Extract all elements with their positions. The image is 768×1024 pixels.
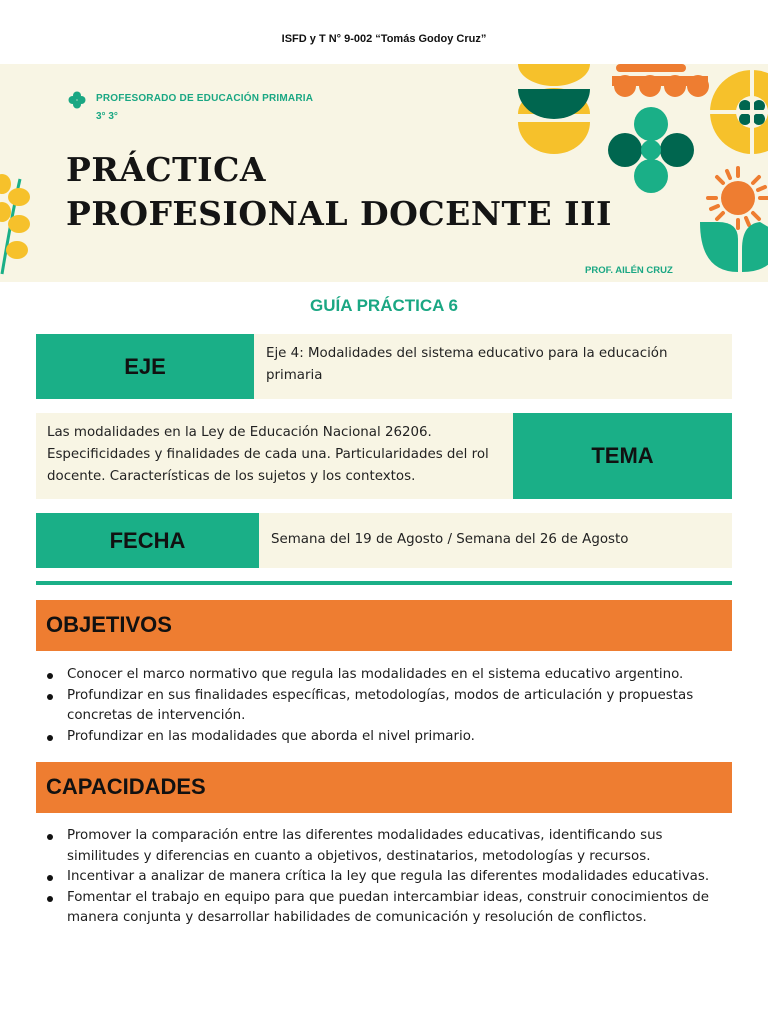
half-circles-decoration bbox=[518, 64, 590, 154]
right-flower-decoration bbox=[710, 70, 768, 154]
flower-decoration bbox=[0, 64, 768, 282]
clover-decoration bbox=[608, 107, 694, 193]
eje-row bbox=[36, 334, 732, 399]
eje-label: EJE bbox=[36, 334, 254, 399]
guide-title: GUÍA PRÁCTICA 6 bbox=[310, 296, 458, 315]
title-line-2: PROFESIONAL DOCENTE III bbox=[66, 194, 612, 233]
capacidades-heading: CAPACIDADES bbox=[46, 774, 206, 799]
list-item: Fomentar el trabajo en equipo para que puedan intercambiar ideas, construir conocimientos de manera conjunta y desarrollar habilidades de comunicación y resolución de conflictos. bbox=[46, 888, 726, 929]
fecha-text: Semana del 19 de Agosto / Semana del 26 de Agosto bbox=[271, 532, 629, 547]
tema-row bbox=[36, 413, 732, 499]
left-stem-decoration bbox=[0, 174, 30, 274]
sun-decoration bbox=[708, 168, 768, 228]
tema-text: Las modalidades en la Ley de Educación Nacional 26206. Especificidades y finalidades de cada una. Particularidades del rol docente. Características de los sujetos y los contextos. bbox=[47, 425, 489, 484]
fecha-row bbox=[36, 513, 732, 568]
eje-text: Eje 4: Modalidades del sistema educativo para la educación primaria bbox=[266, 346, 668, 383]
course-year: 3° 3° bbox=[96, 111, 118, 122]
objetivos-header bbox=[36, 600, 732, 651]
capacidades-header bbox=[36, 762, 732, 813]
list-item: Profundizar en sus finalidades específicas, metodologías, modos de articulación y propuestas concretas de intervención. bbox=[46, 686, 726, 727]
section-divider bbox=[36, 581, 732, 585]
title-banner bbox=[0, 64, 768, 282]
objetivos-list bbox=[46, 665, 726, 747]
institution-header: ISFD y T N° 9-002 “Tomás Godoy Cruz” bbox=[281, 33, 487, 45]
list-item: Conocer el marco normativo que regula las modalidades en el sistema educativo argentino. bbox=[46, 665, 726, 686]
fecha-label: FECHA bbox=[36, 513, 259, 568]
professor-name: PROF. AILÉN CRUZ bbox=[585, 265, 673, 276]
scallop-decoration bbox=[612, 64, 709, 97]
capacidades-list bbox=[46, 826, 726, 929]
program-name: PROFESORADO DE EDUCACIÓN PRIMARIA bbox=[96, 93, 314, 104]
title-line-1: PRÁCTICA bbox=[66, 150, 266, 189]
list-item: Incentivar a analizar de manera crítica la ley que regula las diferentes modalidades educativas. bbox=[46, 867, 726, 888]
list-item: Profundizar en las modalidades que aborda el nivel primario. bbox=[46, 727, 726, 748]
tema-label: TEMA bbox=[513, 413, 732, 499]
leaf-decoration bbox=[700, 222, 768, 272]
objetivos-heading: OBJETIVOS bbox=[46, 612, 172, 637]
list-item: Promover la comparación entre las diferentes modalidades educativas, identificando sus similitudes y diferencias en cuanto a objetivos, destinatarios, metodologías y recursos. bbox=[46, 826, 726, 867]
